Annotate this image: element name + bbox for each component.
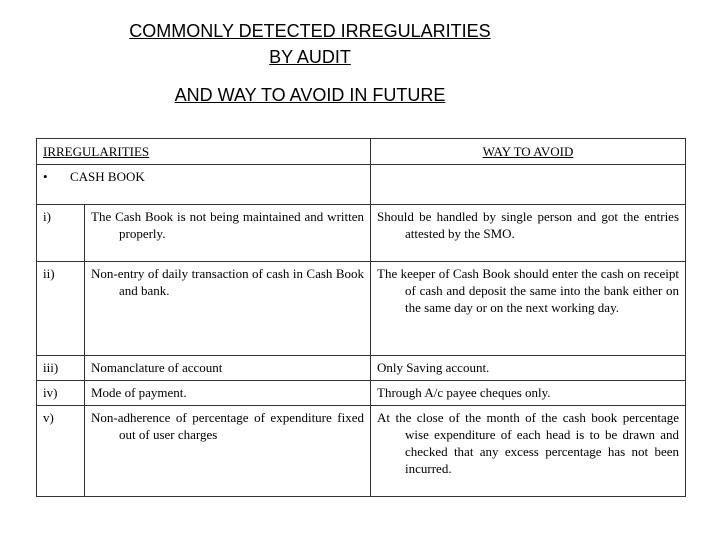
row-number: iv) (43, 385, 58, 400)
row-number: i) (43, 209, 51, 224)
irregularities-table (36, 138, 686, 497)
title-line-1: COMMONLY DETECTED IRREGULARITIES (129, 21, 491, 41)
header-way-to-avoid: WAY TO AVOID (371, 139, 686, 165)
section-row (37, 165, 686, 205)
table-row (37, 381, 686, 406)
table-row (37, 262, 686, 356)
header-irregularities: IRREGULARITIES (37, 139, 371, 165)
bullet-icon: • (43, 169, 48, 184)
table-row (37, 356, 686, 381)
row-number: ii) (43, 266, 55, 281)
way-to-avoid-text: The keeper of Cash Book should enter the cash on receipt of cash and deposit the same into the bank either on the same day or on the next working day. (377, 266, 680, 315)
section-label: CASH BOOK (70, 169, 145, 184)
table-row (37, 205, 686, 262)
title-line-2: BY AUDIT (269, 47, 351, 67)
section-empty-cell (371, 165, 686, 205)
irregularity-text: Nomanclature of account (91, 360, 223, 375)
irregularity-text: The Cash Book is not being maintained and written properly. (91, 209, 365, 241)
way-to-avoid-text: Should be handled by single person and got the entries attested by the SMO. (377, 209, 680, 241)
way-to-avoid-text: Through A/c payee cheques only. (377, 385, 551, 400)
header-row (37, 139, 686, 165)
irregularity-text: Non-adherence of percentage of expenditure fixed out of user charges (91, 410, 365, 442)
title-line-3: AND WAY TO AVOID IN FUTURE (174, 85, 446, 105)
way-to-avoid-text: Only Saving account. (377, 360, 490, 375)
way-to-avoid-text: At the close of the month of the cash book percentage wise expenditure of each head is to be drawn and checked that any excess percentage has not been incurred. (377, 410, 680, 476)
table-row (37, 406, 686, 497)
section-cash-book (37, 165, 371, 205)
irregularity-text: Mode of payment. (91, 385, 187, 400)
irregularity-text: Non-entry of daily transaction of cash in Cash Book and bank. (91, 266, 365, 298)
row-number: v) (43, 410, 54, 425)
row-number: iii) (43, 360, 59, 375)
